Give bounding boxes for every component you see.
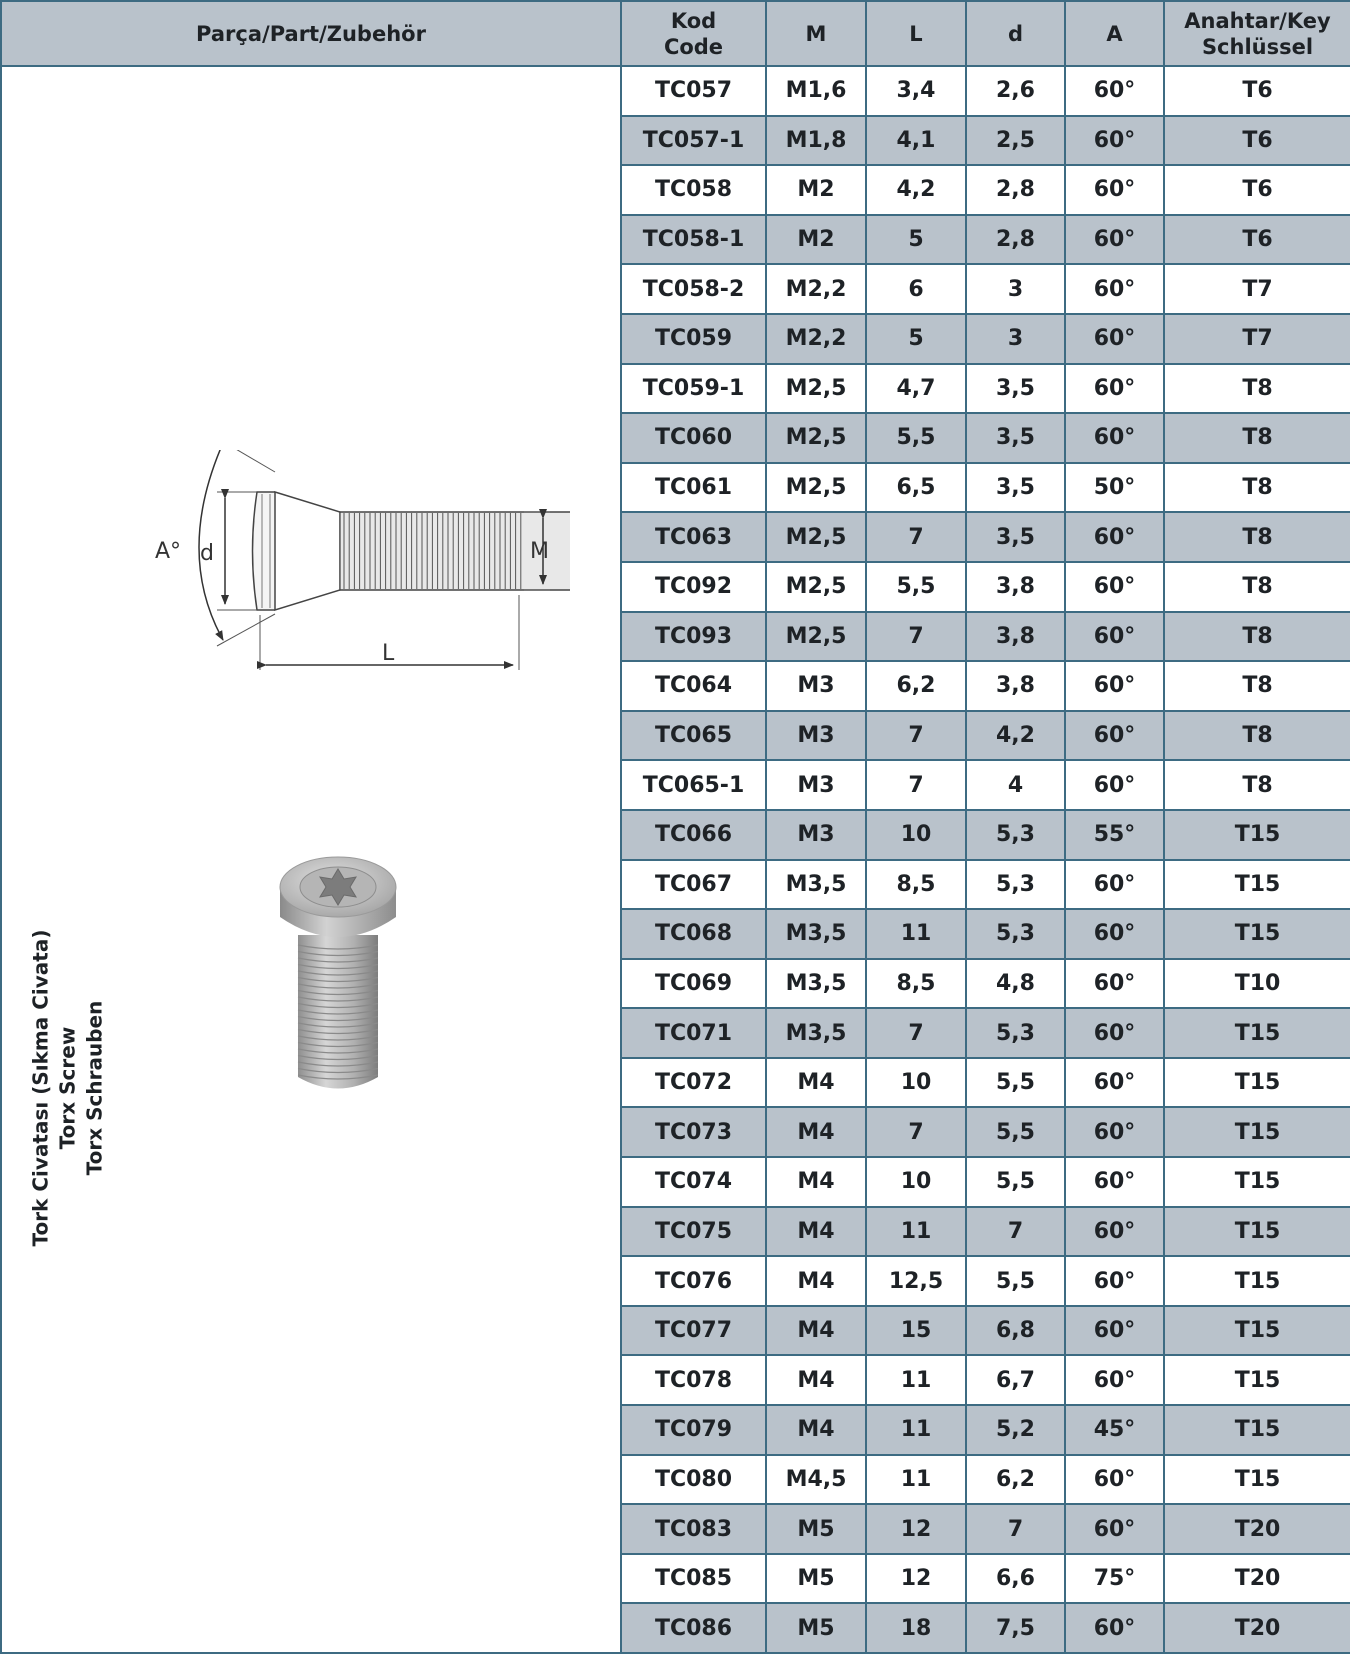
cell-key: T15 — [1164, 1306, 1350, 1356]
cell-a: 60° — [1065, 1008, 1164, 1058]
cell-l: 4,7 — [866, 364, 966, 414]
cell-m: M2,2 — [766, 264, 866, 314]
cell-code: TC069 — [621, 959, 766, 1009]
cell-a: 60° — [1065, 562, 1164, 612]
cell-m: M4 — [766, 1107, 866, 1157]
header-d: d — [966, 1, 1065, 66]
cell-l: 10 — [866, 1157, 966, 1207]
header-code-line-2: Code — [663, 34, 724, 59]
cell-code: TC061 — [621, 463, 766, 513]
cell-code: TC071 — [621, 1008, 766, 1058]
cell-key: T15 — [1164, 1107, 1350, 1157]
cell-d: 7 — [966, 1504, 1065, 1554]
cell-l: 11 — [866, 1455, 966, 1505]
header-key — [1164, 1, 1350, 66]
cell-code: TC080 — [621, 1455, 766, 1505]
cell-d: 6,2 — [966, 1455, 1065, 1505]
header-key-line-2: Schlüssel — [1201, 34, 1314, 59]
cell-m: M3,5 — [766, 909, 866, 959]
cell-d: 7 — [966, 1207, 1065, 1257]
cell-m: M2,5 — [766, 562, 866, 612]
cell-code: TC072 — [621, 1058, 766, 1108]
cell-key: T20 — [1164, 1554, 1350, 1604]
cell-m: M2 — [766, 165, 866, 215]
cell-a: 60° — [1065, 1157, 1164, 1207]
cell-key: T8 — [1164, 562, 1350, 612]
cell-code: TC085 — [621, 1554, 766, 1604]
cell-key: T7 — [1164, 264, 1350, 314]
cell-code: TC079 — [621, 1405, 766, 1455]
cell-d: 4 — [966, 760, 1065, 810]
cell-l: 4,2 — [866, 165, 966, 215]
cell-code: TC057-1 — [621, 116, 766, 166]
cell-key: T15 — [1164, 1058, 1350, 1108]
header-code — [621, 1, 766, 66]
cell-a: 75° — [1065, 1554, 1164, 1604]
cell-a: 60° — [1065, 760, 1164, 810]
cell-a: 60° — [1065, 165, 1164, 215]
cell-a: 60° — [1065, 1107, 1164, 1157]
cell-m: M3 — [766, 810, 866, 860]
cell-d: 3,5 — [966, 413, 1065, 463]
cell-d: 5,3 — [966, 860, 1065, 910]
cell-d: 4,2 — [966, 711, 1065, 761]
cell-m: M1,8 — [766, 116, 866, 166]
cell-m: M3 — [766, 661, 866, 711]
cell-d: 3 — [966, 264, 1065, 314]
cell-l: 3,4 — [866, 66, 966, 116]
cell-l: 5 — [866, 215, 966, 265]
cell-a: 60° — [1065, 512, 1164, 562]
header-code-line-1: Kod — [670, 8, 717, 33]
cell-key: T8 — [1164, 612, 1350, 662]
cell-key: T8 — [1164, 463, 1350, 513]
cell-l: 7 — [866, 711, 966, 761]
cell-a: 60° — [1065, 413, 1164, 463]
cell-key: T8 — [1164, 661, 1350, 711]
header-m: M — [766, 1, 866, 66]
cell-code: TC059 — [621, 314, 766, 364]
cell-d: 4,8 — [966, 959, 1065, 1009]
cell-l: 7 — [866, 760, 966, 810]
cell-a: 60° — [1065, 116, 1164, 166]
cell-m: M4 — [766, 1355, 866, 1405]
cell-key: T15 — [1164, 860, 1350, 910]
cell-a: 60° — [1065, 314, 1164, 364]
cell-l: 11 — [866, 1355, 966, 1405]
cell-d: 3 — [966, 314, 1065, 364]
cell-a: 60° — [1065, 264, 1164, 314]
cell-l: 15 — [866, 1306, 966, 1356]
cell-a: 60° — [1065, 1256, 1164, 1306]
cell-l: 6,5 — [866, 463, 966, 513]
cell-code: TC065-1 — [621, 760, 766, 810]
cell-key: T15 — [1164, 1207, 1350, 1257]
cell-code: TC064 — [621, 661, 766, 711]
cell-m: M3,5 — [766, 1008, 866, 1058]
cell-code: TC077 — [621, 1306, 766, 1356]
table-row — [1, 66, 1350, 116]
cell-l: 18 — [866, 1603, 966, 1653]
cell-a: 60° — [1065, 661, 1164, 711]
part-name-en: Torx Screw — [55, 1026, 80, 1150]
cell-m: M3,5 — [766, 959, 866, 1009]
cell-key: T15 — [1164, 1256, 1350, 1306]
cell-a: 60° — [1065, 909, 1164, 959]
cell-d: 6,6 — [966, 1554, 1065, 1604]
cell-key: T20 — [1164, 1504, 1350, 1554]
cell-a: 60° — [1065, 364, 1164, 414]
cell-d: 6,8 — [966, 1306, 1065, 1356]
cell-code: TC063 — [621, 512, 766, 562]
diagram-label-d: d — [200, 541, 214, 566]
cell-d: 5,2 — [966, 1405, 1065, 1455]
cell-code: TC086 — [621, 1603, 766, 1653]
cell-d: 5,5 — [966, 1157, 1065, 1207]
cell-a: 60° — [1065, 860, 1164, 910]
part-name-de: Torx Schrauben — [82, 1000, 107, 1176]
cell-m: M4,5 — [766, 1455, 866, 1505]
cell-key: T15 — [1164, 1008, 1350, 1058]
cell-l: 7 — [866, 612, 966, 662]
header-l: L — [866, 1, 966, 66]
cell-l: 12 — [866, 1554, 966, 1604]
cell-m: M4 — [766, 1157, 866, 1207]
cell-d: 5,5 — [966, 1107, 1065, 1157]
cell-d: 2,6 — [966, 66, 1065, 116]
cell-key: T8 — [1164, 413, 1350, 463]
cell-d: 5,3 — [966, 810, 1065, 860]
cell-key: T8 — [1164, 364, 1350, 414]
cell-m: M5 — [766, 1504, 866, 1554]
cell-key: T10 — [1164, 959, 1350, 1009]
cell-m: M4 — [766, 1405, 866, 1455]
cell-key: T15 — [1164, 810, 1350, 860]
cell-key: T8 — [1164, 711, 1350, 761]
diagram-label-m: M — [530, 539, 549, 564]
cell-code: TC076 — [621, 1256, 766, 1306]
cell-l: 10 — [866, 1058, 966, 1108]
cell-a: 60° — [1065, 66, 1164, 116]
diagram-label-angle: A° — [155, 539, 182, 564]
cell-key: T20 — [1164, 1603, 1350, 1653]
cell-m: M2,5 — [766, 364, 866, 414]
cell-d: 2,8 — [966, 165, 1065, 215]
cell-code: TC083 — [621, 1504, 766, 1554]
cell-key: T7 — [1164, 314, 1350, 364]
cell-d: 3,5 — [966, 364, 1065, 414]
cell-m: M2,5 — [766, 463, 866, 513]
cell-code: TC074 — [621, 1157, 766, 1207]
header-key-line-1: Anahtar/Key — [1184, 8, 1331, 33]
cell-code: TC068 — [621, 909, 766, 959]
cell-a: 60° — [1065, 1058, 1164, 1108]
cell-d: 7,5 — [966, 1603, 1065, 1653]
cell-d: 5,5 — [966, 1058, 1065, 1108]
cell-l: 4,1 — [866, 116, 966, 166]
cell-a: 60° — [1065, 711, 1164, 761]
cell-a: 60° — [1065, 1355, 1164, 1405]
cell-m: M1,6 — [766, 66, 866, 116]
header-row — [1, 1, 1350, 66]
cell-key: T8 — [1164, 760, 1350, 810]
cell-key: T6 — [1164, 215, 1350, 265]
cell-key: T15 — [1164, 1157, 1350, 1207]
cell-l: 12,5 — [866, 1256, 966, 1306]
diagram-label-l: L — [382, 641, 395, 666]
cell-m: M3,5 — [766, 860, 866, 910]
cell-l: 5,5 — [866, 562, 966, 612]
cell-a: 60° — [1065, 959, 1164, 1009]
cell-l: 5 — [866, 314, 966, 364]
cell-l: 7 — [866, 512, 966, 562]
cell-a: 60° — [1065, 1504, 1164, 1554]
cell-key: T6 — [1164, 165, 1350, 215]
cell-a: 60° — [1065, 612, 1164, 662]
cell-d: 3,8 — [966, 562, 1065, 612]
cell-m: M2,2 — [766, 314, 866, 364]
cell-code: TC066 — [621, 810, 766, 860]
cell-d: 3,5 — [966, 512, 1065, 562]
cell-m: M5 — [766, 1554, 866, 1604]
cell-key: T15 — [1164, 1455, 1350, 1505]
cell-l: 12 — [866, 1504, 966, 1554]
cell-d: 5,3 — [966, 1008, 1065, 1058]
cell-code: TC073 — [621, 1107, 766, 1157]
cell-l: 6 — [866, 264, 966, 314]
cell-code: TC093 — [621, 612, 766, 662]
cell-key: T15 — [1164, 909, 1350, 959]
cell-m: M2,5 — [766, 413, 866, 463]
cell-a: 45° — [1065, 1405, 1164, 1455]
torx-screw-photo-icon — [270, 845, 410, 1105]
cell-code: TC058-1 — [621, 215, 766, 265]
cell-code: TC075 — [621, 1207, 766, 1257]
cell-m: M5 — [766, 1603, 866, 1653]
cell-l: 11 — [866, 1405, 966, 1455]
cell-a: 60° — [1065, 1306, 1164, 1356]
cell-code: TC065 — [621, 711, 766, 761]
cell-key: T6 — [1164, 66, 1350, 116]
cell-code: TC092 — [621, 562, 766, 612]
cell-key: T6 — [1164, 116, 1350, 166]
cell-code: TC060 — [621, 413, 766, 463]
cell-key: T15 — [1164, 1355, 1350, 1405]
cell-m: M4 — [766, 1306, 866, 1356]
cell-code: TC059-1 — [621, 364, 766, 414]
cell-d: 2,8 — [966, 215, 1065, 265]
cell-m: M2 — [766, 215, 866, 265]
torx-screw-drawing-icon — [150, 450, 570, 690]
cell-l: 10 — [866, 810, 966, 860]
cell-l: 11 — [866, 1207, 966, 1257]
cell-d: 6,7 — [966, 1355, 1065, 1405]
cell-d: 5,3 — [966, 909, 1065, 959]
cell-m: M2,5 — [766, 612, 866, 662]
cell-a: 60° — [1065, 1603, 1164, 1653]
cell-key: T8 — [1164, 512, 1350, 562]
cell-code: TC057 — [621, 66, 766, 116]
cell-m: M4 — [766, 1256, 866, 1306]
cell-l: 8,5 — [866, 860, 966, 910]
cell-code: TC058 — [621, 165, 766, 215]
cell-l: 7 — [866, 1107, 966, 1157]
cell-m: M4 — [766, 1058, 866, 1108]
cell-l: 6,2 — [866, 661, 966, 711]
cell-key: T15 — [1164, 1405, 1350, 1455]
part-name-tr: Tork Civatası (Sıkma Civata) — [28, 929, 53, 1247]
cell-m: M3 — [766, 711, 866, 761]
cell-d: 5,5 — [966, 1256, 1065, 1306]
cell-code: TC058-2 — [621, 264, 766, 314]
cell-m: M2,5 — [766, 512, 866, 562]
cell-a: 50° — [1065, 463, 1164, 513]
cell-a: 60° — [1065, 1207, 1164, 1257]
cell-a: 55° — [1065, 810, 1164, 860]
cell-code: TC067 — [621, 860, 766, 910]
cell-d: 3,8 — [966, 661, 1065, 711]
cell-code: TC078 — [621, 1355, 766, 1405]
header-a: A — [1065, 1, 1164, 66]
cell-d: 3,8 — [966, 612, 1065, 662]
cell-d: 3,5 — [966, 463, 1065, 513]
cell-l: 5,5 — [866, 413, 966, 463]
cell-a: 60° — [1065, 215, 1164, 265]
cell-l: 11 — [866, 909, 966, 959]
cell-d: 2,5 — [966, 116, 1065, 166]
cell-m: M3 — [766, 760, 866, 810]
cell-l: 7 — [866, 1008, 966, 1058]
cell-m: M4 — [766, 1207, 866, 1257]
cell-a: 60° — [1065, 1455, 1164, 1505]
header-part: Parça/Part/Zubehör — [1, 1, 621, 66]
cell-l: 8,5 — [866, 959, 966, 1009]
